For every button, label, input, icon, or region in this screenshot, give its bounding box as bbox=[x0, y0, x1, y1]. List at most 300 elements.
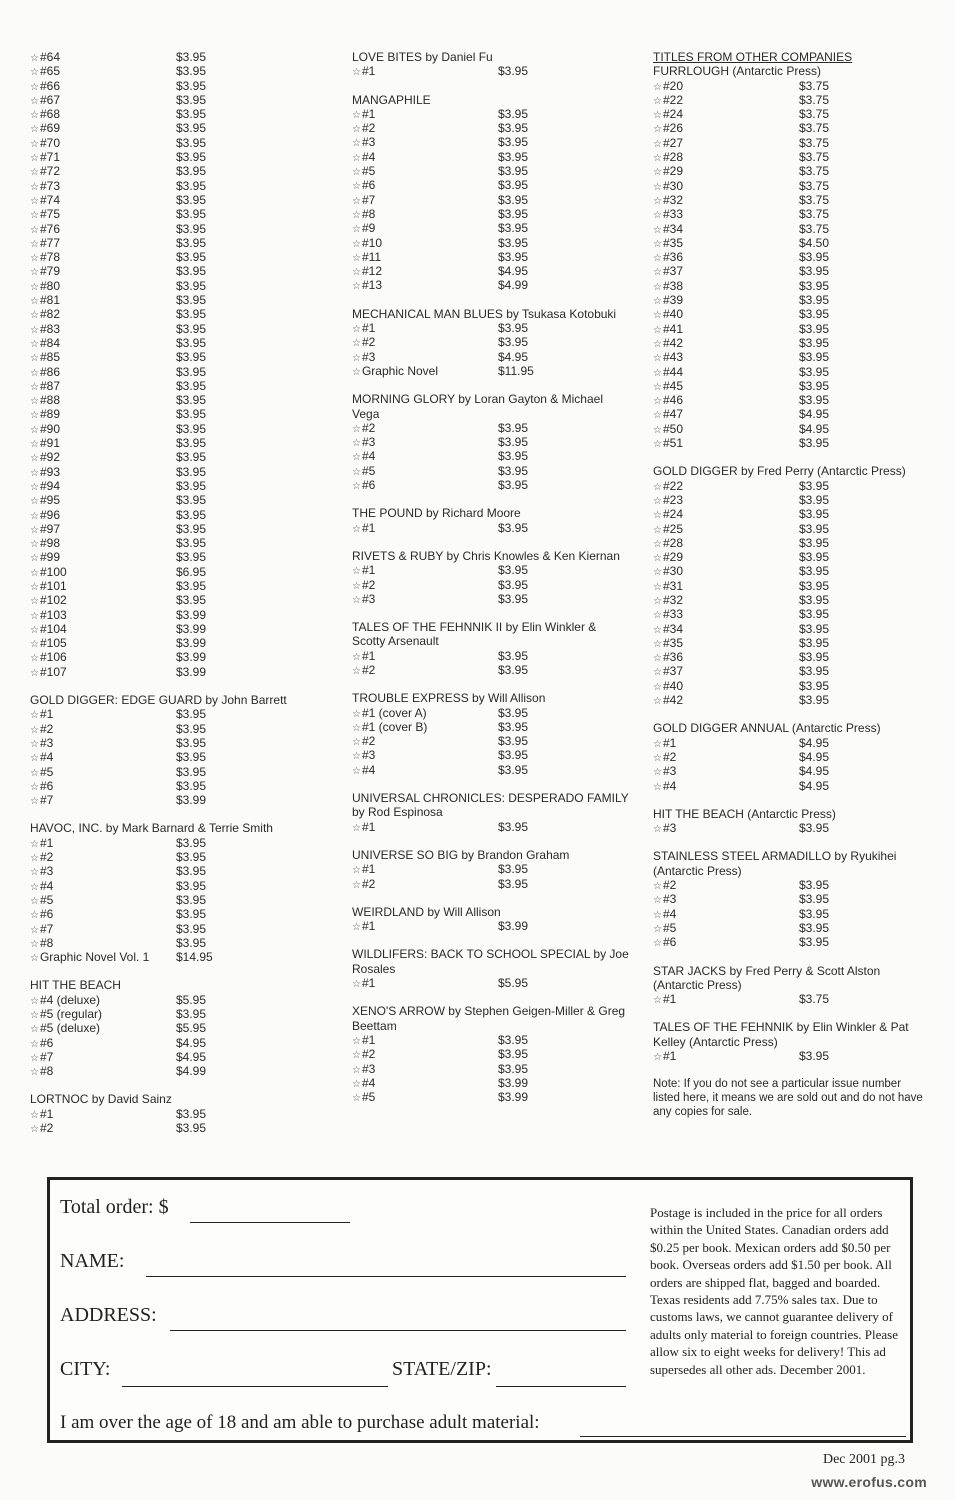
issue-label bbox=[352, 820, 375, 836]
issue-label bbox=[653, 436, 683, 452]
star-icon: ☆ bbox=[30, 924, 39, 936]
star-icon: ☆ bbox=[30, 1124, 39, 1136]
issue-price: $3.95 bbox=[176, 578, 207, 593]
issue-row bbox=[653, 107, 933, 121]
section bbox=[352, 307, 632, 378]
issue-price: $3.95 bbox=[799, 621, 830, 636]
issue-price: $3.95 bbox=[176, 293, 207, 308]
star-icon: ☆ bbox=[30, 610, 39, 622]
issue-row bbox=[352, 820, 632, 834]
star-icon: ☆ bbox=[352, 423, 361, 435]
issue-row bbox=[653, 935, 933, 949]
issue-row bbox=[653, 992, 933, 1006]
issue-number: #4 bbox=[662, 778, 677, 793]
issue-number: #1 bbox=[361, 321, 376, 336]
issue-label bbox=[352, 976, 375, 992]
statezip-label: STATE/ZIP: bbox=[392, 1358, 492, 1380]
issue-price: $3.95 bbox=[176, 935, 207, 950]
issue-number: #74 bbox=[39, 192, 60, 207]
order-form bbox=[47, 1177, 913, 1443]
issue-price: $3.75 bbox=[799, 92, 830, 107]
issue-price: $3.95 bbox=[498, 819, 529, 834]
issue-number: #65 bbox=[39, 64, 60, 79]
issue-number: #6 bbox=[39, 1035, 54, 1050]
star-icon: ☆ bbox=[30, 238, 39, 250]
issue-price: $3.95 bbox=[799, 492, 830, 507]
star-icon: ☆ bbox=[30, 110, 39, 122]
issue-label bbox=[352, 877, 375, 893]
star-icon: ☆ bbox=[30, 353, 39, 365]
other-companies-heading: TITLES FROM OTHER COMPANIES bbox=[653, 50, 853, 64]
star-icon: ☆ bbox=[352, 865, 361, 877]
issue-price: $3.95 bbox=[176, 164, 207, 179]
issue-label bbox=[30, 950, 149, 966]
issue-price: $3.95 bbox=[176, 150, 207, 165]
star-icon: ☆ bbox=[653, 124, 662, 136]
issue-price: $3.95 bbox=[799, 364, 830, 379]
star-icon: ☆ bbox=[653, 752, 662, 764]
statezip-input[interactable] bbox=[496, 1386, 626, 1387]
star-icon: ☆ bbox=[653, 895, 662, 907]
star-icon: ☆ bbox=[352, 167, 361, 179]
issue-row bbox=[653, 650, 933, 664]
section bbox=[352, 1004, 632, 1104]
issue-row bbox=[653, 564, 933, 578]
issue-number: #3 bbox=[361, 435, 376, 450]
issue-price: $3.95 bbox=[176, 50, 207, 64]
issue-price: $3.95 bbox=[176, 707, 207, 722]
issue-price: $3.95 bbox=[498, 321, 529, 336]
issue-price: $3.95 bbox=[176, 764, 207, 779]
issue-number: #8 bbox=[361, 206, 376, 221]
star-icon: ☆ bbox=[352, 67, 361, 79]
issue-price: $3.95 bbox=[799, 550, 830, 565]
star-icon: ☆ bbox=[653, 281, 662, 293]
issue-price: $3.95 bbox=[498, 862, 529, 877]
issue-number: #5 bbox=[361, 1090, 376, 1105]
star-icon: ☆ bbox=[352, 338, 361, 350]
issue-price: $3.95 bbox=[176, 593, 207, 608]
issue-number: #30 bbox=[662, 178, 683, 193]
issue-price: $3.99 bbox=[176, 793, 207, 808]
star-icon: ☆ bbox=[30, 310, 39, 322]
issue-number: #4 bbox=[39, 878, 54, 893]
issue-price: $4.50 bbox=[799, 235, 830, 250]
issue-price: $3.95 bbox=[799, 350, 830, 365]
star-icon: ☆ bbox=[352, 152, 361, 164]
issue-price: $3.95 bbox=[799, 535, 830, 550]
star-icon: ☆ bbox=[653, 195, 662, 207]
issue-price: $3.95 bbox=[176, 864, 207, 879]
issue-price: $3.99 bbox=[176, 621, 207, 636]
total-label: Total order: $ bbox=[60, 1196, 169, 1218]
issue-number: #76 bbox=[39, 221, 60, 236]
issue-row bbox=[352, 278, 632, 292]
star-icon: ☆ bbox=[30, 895, 39, 907]
issue-price: $3.95 bbox=[498, 563, 529, 578]
issue-row bbox=[30, 136, 330, 150]
issue-number: #82 bbox=[39, 307, 60, 322]
star-icon: ☆ bbox=[653, 224, 662, 236]
issue-number: #103 bbox=[39, 607, 67, 622]
star-icon: ☆ bbox=[30, 938, 39, 950]
issue-row bbox=[653, 279, 933, 293]
issue-row bbox=[30, 850, 330, 864]
issue-row bbox=[30, 765, 330, 779]
section bbox=[352, 392, 632, 492]
issue-price: $3.95 bbox=[176, 478, 207, 493]
issue-row bbox=[352, 350, 632, 364]
issue-number: #27 bbox=[662, 135, 683, 150]
issue-price: $3.95 bbox=[176, 750, 207, 765]
name-input[interactable] bbox=[146, 1276, 626, 1277]
star-icon: ☆ bbox=[30, 753, 39, 765]
postage-info: Postage is included in the price for all orders within the United States. Canadian orders add $0.25 per book. Mexican orders add $0.50 per book. Overseas orders add $1.50 per book. All orders are shipped flat, bagged and boarded. Texas residents add 7.75% sales tax. Due to customs laws, we cannot guarantee delivery of adults only material to foreign countries. Please allow six to eight weeks for delivery! This ad supersedes all other ads. December 2001. bbox=[650, 1205, 899, 1377]
issue-price: $3.95 bbox=[176, 378, 207, 393]
issue-row bbox=[352, 435, 632, 449]
issue-row bbox=[653, 136, 933, 150]
issue-price: $3.95 bbox=[498, 577, 529, 592]
star-icon: ☆ bbox=[30, 524, 39, 536]
star-icon: ☆ bbox=[352, 523, 361, 535]
issue-price: $3.95 bbox=[799, 693, 830, 708]
issue-number: #6 bbox=[662, 935, 677, 950]
star-icon: ☆ bbox=[653, 923, 662, 935]
star-icon: ☆ bbox=[352, 109, 361, 121]
issue-row bbox=[30, 79, 330, 93]
column-middle bbox=[352, 50, 632, 1118]
star-icon: ☆ bbox=[30, 53, 39, 64]
issue-number: #32 bbox=[662, 192, 683, 207]
issue-number: #2 bbox=[39, 721, 54, 736]
issue-row bbox=[352, 720, 632, 734]
issue-number: #1 bbox=[361, 862, 376, 877]
page-footer: Dec 2001 pg.3 bbox=[822, 1452, 905, 1467]
issue-row bbox=[653, 764, 933, 778]
section bbox=[30, 978, 330, 1078]
issue-row bbox=[30, 993, 330, 1007]
issue-price: $3.95 bbox=[799, 564, 830, 579]
issue-price: $3.95 bbox=[176, 407, 207, 422]
issue-price: $4.95 bbox=[799, 421, 830, 436]
star-icon: ☆ bbox=[653, 396, 662, 408]
star-icon: ☆ bbox=[30, 453, 39, 465]
issue-row bbox=[30, 1007, 330, 1021]
issue-number: #96 bbox=[39, 507, 60, 522]
star-icon: ☆ bbox=[352, 195, 361, 207]
issue-number: #97 bbox=[39, 521, 60, 536]
issue-price: $3.95 bbox=[498, 520, 529, 535]
issue-number: #51 bbox=[662, 436, 683, 451]
issue-price: $3.95 bbox=[176, 778, 207, 793]
issue-price: $3.95 bbox=[498, 135, 529, 150]
issue-number: #71 bbox=[39, 150, 60, 165]
issue-number: #77 bbox=[39, 235, 60, 250]
issue-row bbox=[653, 336, 933, 350]
issue-price: $3.95 bbox=[799, 307, 830, 322]
issue-price: $3.95 bbox=[498, 192, 529, 207]
section-title: MECHANICAL MAN BLUES by Tsukasa Kotobuki bbox=[352, 306, 617, 321]
issue-row bbox=[30, 50, 330, 64]
section bbox=[352, 848, 632, 891]
issue-row bbox=[653, 250, 933, 264]
issue-row bbox=[653, 436, 933, 450]
issue-price: $4.95 bbox=[799, 764, 830, 779]
star-icon: ☆ bbox=[30, 953, 39, 965]
issue-row bbox=[30, 336, 330, 350]
issue-price: $3.95 bbox=[498, 64, 529, 79]
issue-number: #30 bbox=[662, 564, 683, 579]
section-title: UNIVERSAL CHRONICLES: DESPERADO FAMILY by Rod Espinosa bbox=[352, 791, 629, 820]
issue-number: #31 bbox=[662, 578, 683, 593]
issue-number: #44 bbox=[662, 364, 683, 379]
issue-row bbox=[653, 593, 933, 607]
issue-row bbox=[653, 493, 933, 507]
issue-price: $3.75 bbox=[799, 121, 830, 136]
issue-number: #70 bbox=[39, 135, 60, 150]
star-icon: ☆ bbox=[30, 510, 39, 522]
star-icon: ☆ bbox=[653, 296, 662, 308]
issue-row bbox=[352, 663, 632, 677]
issue-price: $3.95 bbox=[176, 64, 207, 79]
star-icon: ☆ bbox=[352, 1093, 361, 1105]
issue-row bbox=[30, 179, 330, 193]
issue-price: $3.95 bbox=[176, 507, 207, 522]
issue-price: $4.95 bbox=[799, 735, 830, 750]
section bbox=[30, 50, 330, 679]
issue-row bbox=[653, 207, 933, 221]
issue-row bbox=[30, 736, 330, 750]
star-icon: ☆ bbox=[30, 338, 39, 350]
star-icon: ☆ bbox=[30, 1024, 39, 1036]
issue-row bbox=[352, 364, 632, 378]
issue-row bbox=[653, 750, 933, 764]
issue-number: #22 bbox=[662, 92, 683, 107]
issue-price: $3.95 bbox=[498, 748, 529, 763]
issue-number: #69 bbox=[39, 121, 60, 136]
issue-row bbox=[30, 1050, 330, 1064]
star-icon: ☆ bbox=[352, 879, 361, 891]
watermark: www.erofus.com bbox=[811, 1474, 927, 1490]
star-icon: ☆ bbox=[352, 1050, 361, 1062]
issue-row bbox=[352, 919, 632, 933]
section-title: XENO'S ARROW by Stephen Geigen-Miller & Greg Beettam bbox=[352, 1004, 626, 1033]
issue-row bbox=[30, 1036, 330, 1050]
issue-price: $3.95 bbox=[176, 78, 207, 93]
issue-number: #67 bbox=[39, 92, 60, 107]
section-title: HIT THE BEACH (Antarctic Press) bbox=[653, 806, 836, 821]
issue-number: #2 bbox=[361, 662, 376, 677]
issue-row bbox=[30, 107, 330, 121]
issue-number: #1 (cover A) bbox=[361, 705, 427, 720]
star-icon: ☆ bbox=[653, 253, 662, 265]
issue-price: $3.99 bbox=[176, 664, 207, 679]
issue-price: $3.95 bbox=[799, 378, 830, 393]
issue-row bbox=[352, 578, 632, 592]
star-icon: ☆ bbox=[30, 195, 39, 207]
star-icon: ☆ bbox=[653, 310, 662, 322]
issue-price: $3.75 bbox=[799, 992, 830, 1007]
issue-price: $3.95 bbox=[176, 350, 207, 365]
star-icon: ☆ bbox=[653, 624, 662, 636]
issue-number: #2 bbox=[361, 734, 376, 749]
issue-price: $3.75 bbox=[799, 150, 830, 165]
issue-row bbox=[653, 536, 933, 550]
issue-number: #5 bbox=[39, 892, 54, 907]
issue-row bbox=[30, 950, 330, 964]
star-icon: ☆ bbox=[30, 767, 39, 779]
issue-row bbox=[30, 250, 330, 264]
issue-price: $3.95 bbox=[799, 335, 830, 350]
star-icon: ☆ bbox=[653, 681, 662, 693]
issue-number: #1 bbox=[39, 1106, 54, 1121]
issue-number: #7 bbox=[361, 192, 376, 207]
section bbox=[653, 964, 933, 1007]
issue-number: #79 bbox=[39, 264, 60, 279]
star-icon: ☆ bbox=[352, 352, 361, 364]
city-input[interactable] bbox=[122, 1386, 388, 1387]
issue-number: #66 bbox=[39, 78, 60, 93]
star-icon: ☆ bbox=[30, 424, 39, 436]
section bbox=[352, 620, 632, 677]
issue-row bbox=[653, 907, 933, 921]
section bbox=[352, 506, 632, 535]
star-icon: ☆ bbox=[30, 267, 39, 279]
issue-row bbox=[653, 79, 933, 93]
issue-row bbox=[30, 1064, 330, 1078]
issue-row bbox=[352, 335, 632, 349]
address-label: ADDRESS: bbox=[60, 1304, 157, 1326]
issue-price: $3.95 bbox=[176, 835, 207, 850]
star-icon: ☆ bbox=[30, 553, 39, 565]
issue-number: Graphic Novel bbox=[361, 363, 438, 378]
issue-number: #104 bbox=[39, 621, 67, 636]
issue-number: #98 bbox=[39, 536, 60, 551]
star-icon: ☆ bbox=[30, 738, 39, 750]
issue-price: $3.75 bbox=[799, 192, 830, 207]
issue-row bbox=[653, 121, 933, 135]
issue-price: $3.95 bbox=[799, 607, 830, 622]
issue-number: #1 bbox=[361, 563, 376, 578]
star-icon: ☆ bbox=[30, 410, 39, 422]
issue-row bbox=[653, 779, 933, 793]
star-icon: ☆ bbox=[352, 822, 361, 834]
issue-row bbox=[30, 365, 330, 379]
star-icon: ☆ bbox=[352, 466, 361, 478]
issue-price: $3.95 bbox=[176, 393, 207, 408]
issue-row bbox=[653, 522, 933, 536]
issue-number: #2 bbox=[361, 335, 376, 350]
age-confirm-label: I am over the age of 18 and am able to purchase adult material: bbox=[60, 1412, 540, 1433]
issue-label bbox=[653, 935, 676, 951]
issue-number: #20 bbox=[662, 78, 683, 93]
issue-row bbox=[352, 164, 632, 178]
issue-label bbox=[30, 1121, 53, 1137]
issue-number: #68 bbox=[39, 107, 60, 122]
issue-price: $3.95 bbox=[176, 464, 207, 479]
issue-number: #37 bbox=[662, 664, 683, 679]
issue-price: $3.95 bbox=[498, 719, 529, 734]
issue-number: #89 bbox=[39, 407, 60, 422]
section-title: UNIVERSE SO BIG by Brandon Graham bbox=[352, 847, 570, 862]
issue-price: $3.95 bbox=[176, 521, 207, 536]
star-icon: ☆ bbox=[30, 639, 39, 651]
issue-number: #1 bbox=[361, 1032, 376, 1047]
section-title: GOLD DIGGER: EDGE GUARD by John Barrett bbox=[30, 693, 287, 708]
issue-number: #33 bbox=[662, 607, 683, 622]
star-icon: ☆ bbox=[352, 452, 361, 464]
issue-label bbox=[653, 779, 676, 795]
age-confirm-input[interactable] bbox=[580, 1436, 906, 1437]
issue-row bbox=[653, 179, 933, 193]
issue-price: $3.95 bbox=[176, 178, 207, 193]
issue-row bbox=[653, 507, 933, 521]
issue-number: #1 bbox=[662, 992, 677, 1007]
section-title: THE POUND by Richard Moore bbox=[352, 506, 521, 521]
star-icon: ☆ bbox=[653, 881, 662, 893]
issue-number: #34 bbox=[662, 221, 683, 236]
issue-number: #1 bbox=[361, 648, 376, 663]
issue-number: #107 bbox=[39, 664, 67, 679]
star-icon: ☆ bbox=[352, 580, 361, 592]
star-icon: ☆ bbox=[352, 252, 361, 264]
issue-number: #3 bbox=[39, 864, 54, 879]
issue-row bbox=[352, 862, 632, 876]
star-icon: ☆ bbox=[352, 181, 361, 193]
issue-row bbox=[352, 321, 632, 335]
issue-number: #29 bbox=[662, 550, 683, 565]
star-icon: ☆ bbox=[653, 510, 662, 522]
issue-label bbox=[352, 763, 375, 779]
issue-number: #101 bbox=[39, 578, 67, 593]
star-icon: ☆ bbox=[352, 651, 361, 663]
issue-number: #11 bbox=[361, 249, 382, 264]
total-input[interactable] bbox=[190, 1222, 350, 1223]
address-input[interactable] bbox=[170, 1330, 626, 1331]
issue-price: $3.95 bbox=[176, 550, 207, 565]
issue-price: $3.75 bbox=[799, 164, 830, 179]
star-icon: ☆ bbox=[352, 1078, 361, 1090]
issue-price: $3.95 bbox=[176, 735, 207, 750]
issue-row bbox=[653, 407, 933, 421]
issue-price: $3.95 bbox=[799, 393, 830, 408]
issue-number: #93 bbox=[39, 464, 60, 479]
issue-row bbox=[352, 150, 632, 164]
issue-row bbox=[653, 350, 933, 364]
issue-number: #87 bbox=[39, 378, 60, 393]
star-icon: ☆ bbox=[653, 81, 662, 93]
issue-number: #1 (cover B) bbox=[361, 719, 428, 734]
star-icon: ☆ bbox=[352, 124, 361, 136]
star-icon: ☆ bbox=[653, 167, 662, 179]
issue-number: #4 (deluxe) bbox=[39, 992, 101, 1007]
issue-number: #6 bbox=[39, 778, 54, 793]
star-icon: ☆ bbox=[30, 281, 39, 293]
star-icon: ☆ bbox=[30, 367, 39, 379]
star-icon: ☆ bbox=[653, 909, 662, 921]
issue-number: #34 bbox=[662, 621, 683, 636]
issue-price: $3.75 bbox=[799, 221, 830, 236]
issue-row bbox=[30, 450, 330, 464]
issue-price: $3.95 bbox=[799, 578, 830, 593]
issue-row bbox=[653, 636, 933, 650]
issue-number: #45 bbox=[662, 378, 683, 393]
issue-number: #102 bbox=[39, 593, 67, 608]
issue-row bbox=[30, 322, 330, 336]
star-icon: ☆ bbox=[653, 553, 662, 565]
issue-row bbox=[352, 264, 632, 278]
issue-price: $3.95 bbox=[799, 592, 830, 607]
